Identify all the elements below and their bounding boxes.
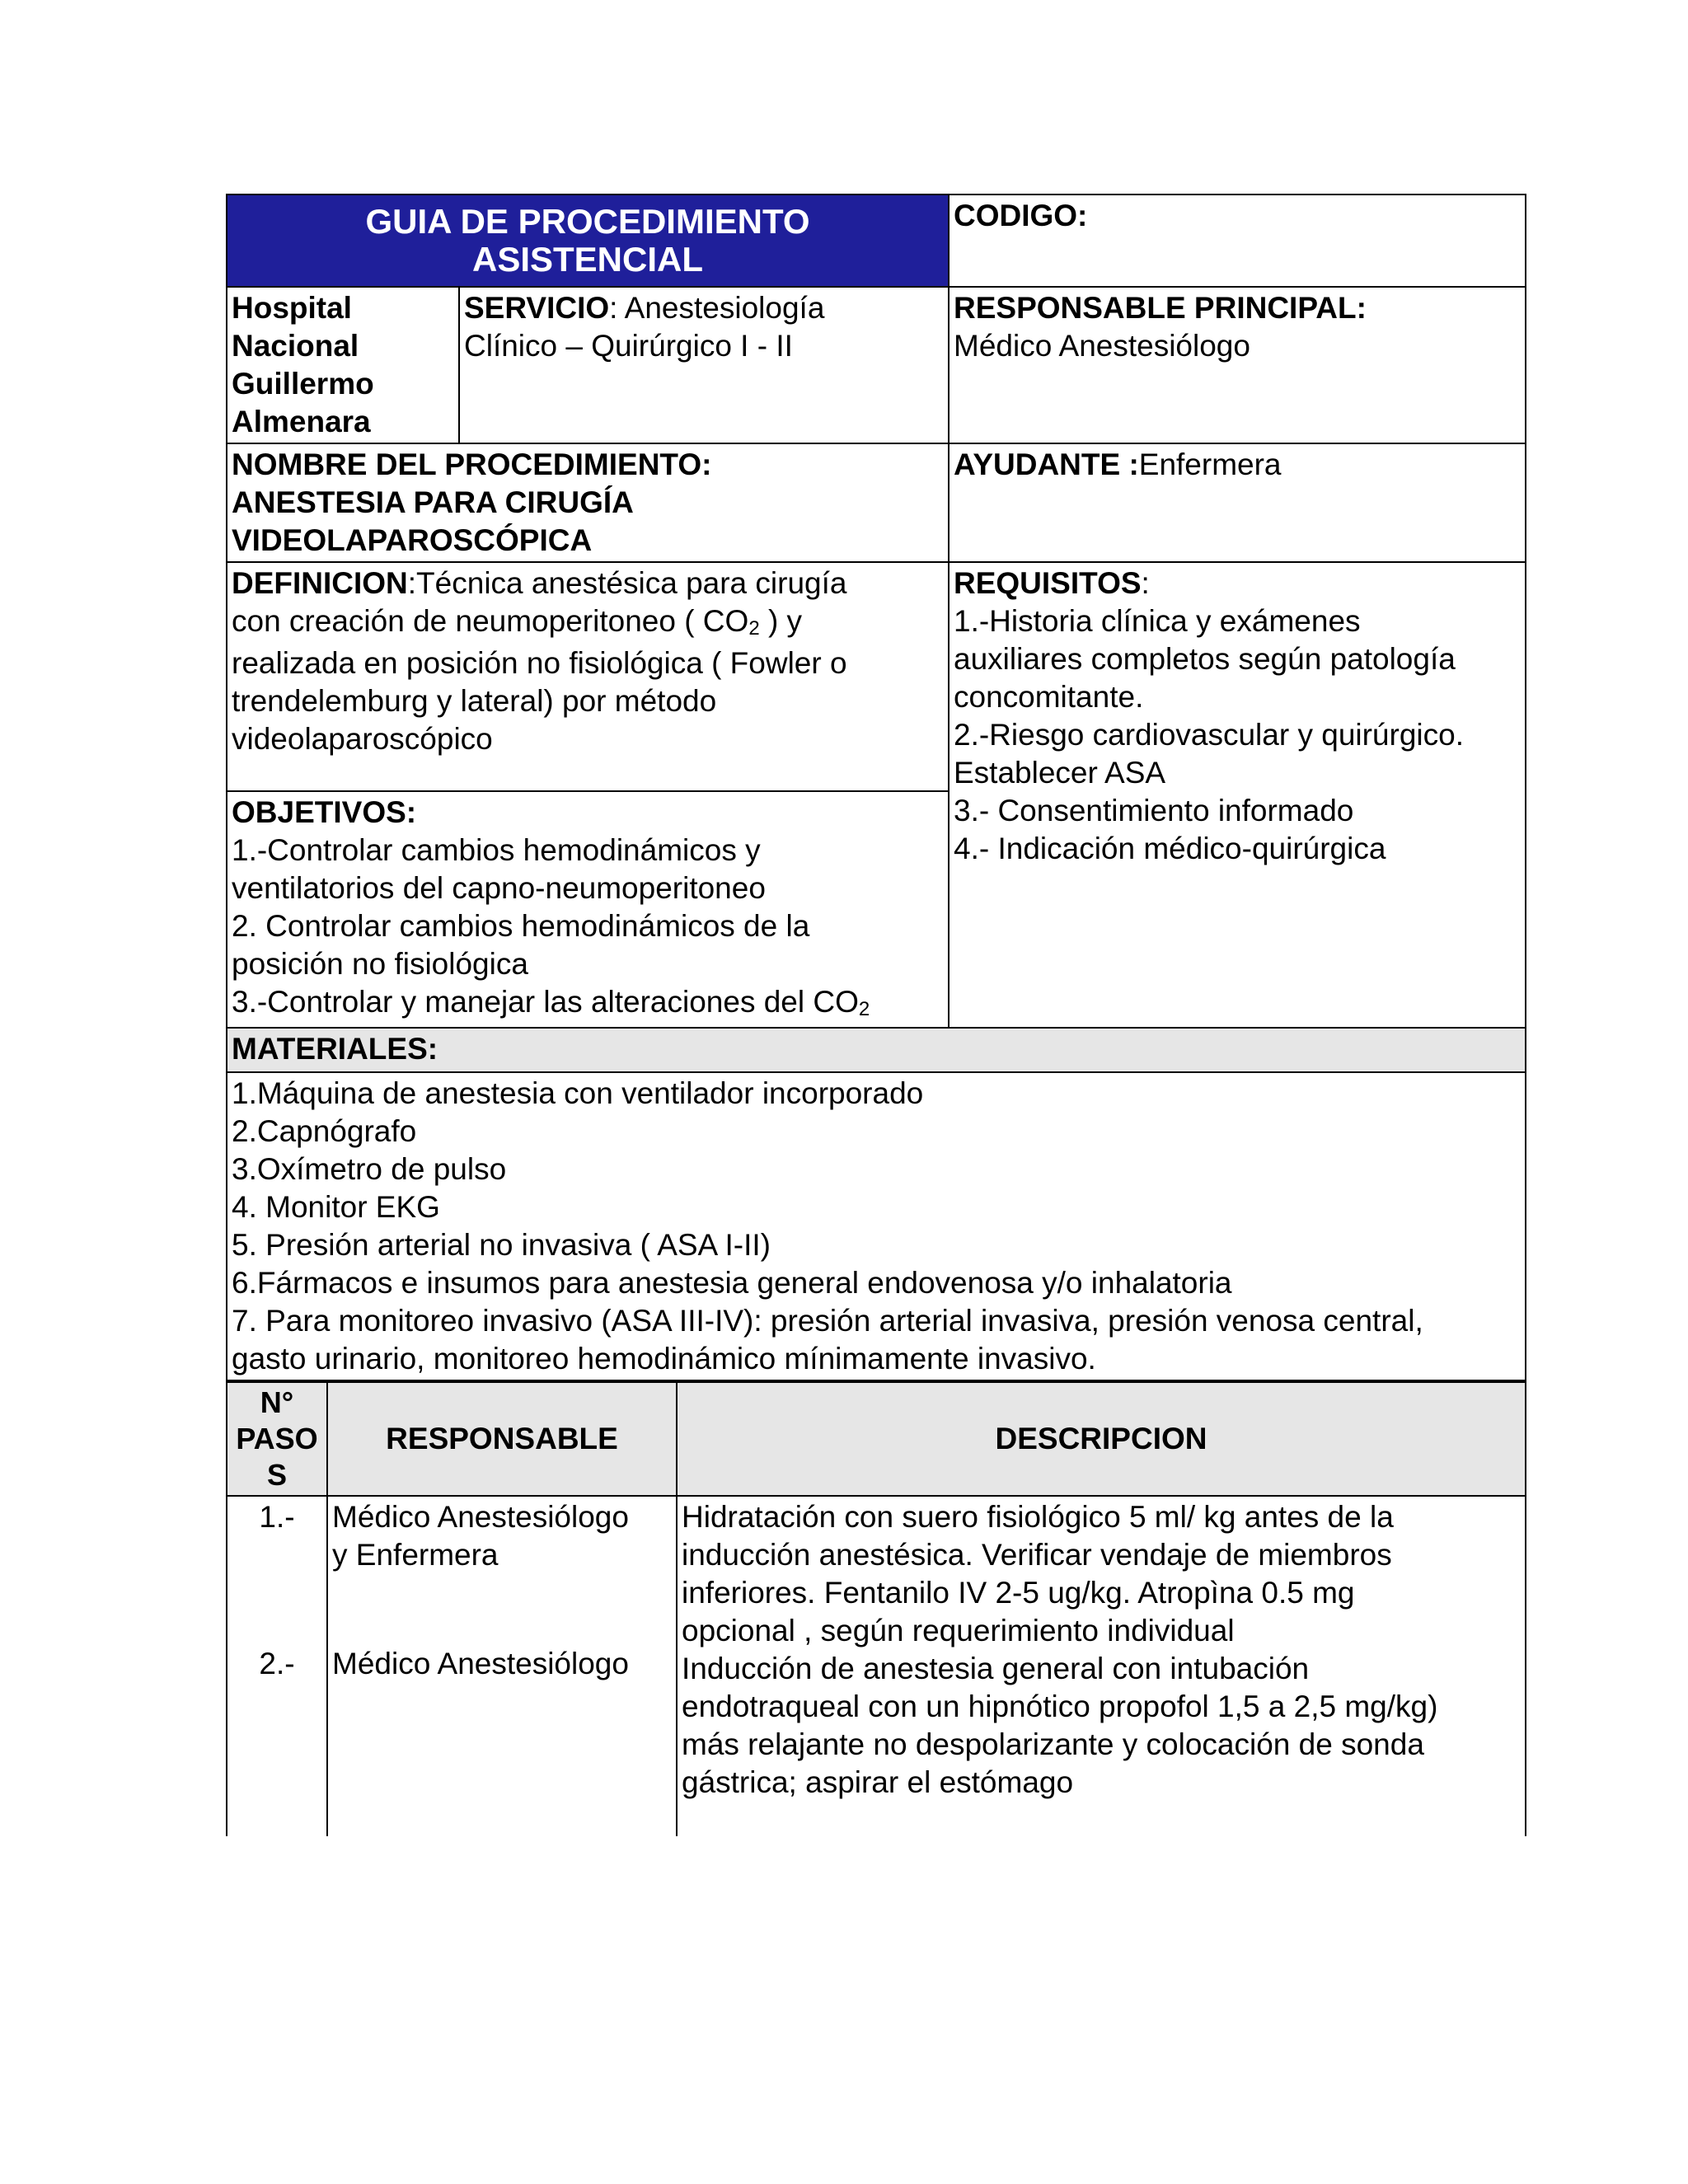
- responsable-principal-cell: [949, 287, 1526, 443]
- definicion-line: videolaparoscópico: [232, 722, 493, 756]
- materiales-label: MATERIALES:: [232, 1032, 438, 1066]
- responsable-principal-label: RESPONSABLE PRINCIPAL:: [954, 291, 1367, 325]
- step-descriptions: [677, 1496, 1526, 1836]
- objetivos-cell: [227, 791, 949, 1028]
- requisitos-line: auxiliares completos según patología: [954, 642, 1456, 676]
- step-number: 2.-: [259, 1647, 295, 1680]
- materiales-item: 1.Máquina de anestesia con ventilador incorporado: [232, 1076, 924, 1110]
- ayudante-label: AYUDANTE :: [954, 448, 1139, 481]
- materiales-item: 3.Oxímetro de pulso: [232, 1152, 507, 1186]
- procedimiento-name-line1: ANESTESIA PARA CIRUGÍA: [232, 485, 634, 519]
- requisitos-colon: :: [1141, 566, 1150, 600]
- objetivos-line: posición no fisiológica: [232, 947, 528, 981]
- guide-title-line2: ASISTENCIAL: [471, 240, 703, 279]
- steps-descripcion-header: DESCRIPCION: [677, 1382, 1526, 1496]
- definicion-line: con creación de neumoperitoneo ( CO: [232, 604, 749, 638]
- objetivos-line: 3.-Controlar y manejar las alteraciones del CO: [232, 985, 859, 1019]
- materiales-item: gasto urinario, monitoreo hemodinámico mínimamente invasivo.: [232, 1342, 1096, 1376]
- procedimiento-name-line2: VIDEOLAPAROSCÓPICA: [232, 523, 593, 557]
- institution-line: Nacional: [232, 329, 359, 363]
- requisitos-line: 2.-Riesgo cardiovascular y quirúrgico.: [954, 718, 1464, 752]
- requisitos-line: 1.-Historia clínica y exámenes: [954, 604, 1361, 638]
- requisitos-label: REQUISITOS: [954, 566, 1142, 600]
- step-description-line: gástrica; aspirar el estómago: [682, 1765, 1074, 1799]
- step-responsable: y Enfermera: [332, 1538, 499, 1572]
- step-description-line: opcional , según requerimiento individual: [682, 1614, 1235, 1647]
- materiales-list: [227, 1072, 1526, 1380]
- ayudante-value: Enfermera: [1138, 448, 1282, 481]
- requisitos-line: concomitante.: [954, 680, 1144, 714]
- codigo-label: CODIGO:: [954, 199, 1088, 232]
- steps-num-header-line: PASO: [236, 1422, 318, 1455]
- definicion-line: ) y: [759, 604, 803, 638]
- step-numbers: [227, 1496, 327, 1836]
- institution-line: Hospital: [232, 291, 352, 325]
- co2-subscript: 2: [858, 998, 870, 1020]
- objetivos-label: OBJETIVOS:: [232, 795, 417, 829]
- materiales-item: 7. Para monitoreo invasivo (ASA III-IV): presión arterial invasiva, presión venosa central,: [232, 1304, 1423, 1338]
- definicion-cell: [227, 562, 949, 791]
- requisitos-line: Establecer ASA: [954, 756, 1166, 790]
- materiales-item: 5. Presión arterial no invasiva ( ASA I-II): [232, 1228, 771, 1262]
- servicio-label: SERVICIO: [464, 291, 610, 325]
- table-row: [227, 1496, 1526, 1836]
- materiales-item: 4. Monitor EKG: [232, 1190, 440, 1224]
- step-number: 1.-: [259, 1500, 295, 1534]
- step-responsable: Médico Anestesiólogo: [332, 1647, 629, 1680]
- objetivos-line: 1.-Controlar cambios hemodinámicos y: [232, 833, 761, 867]
- requisitos-line: 3.- Consentimiento informado: [954, 794, 1354, 827]
- materiales-item: 2.Capnógrafo: [232, 1114, 417, 1148]
- requisitos-cell: [949, 562, 1526, 1028]
- step-responsables: [327, 1496, 677, 1836]
- institution-line: Almenara: [232, 405, 371, 438]
- definicion-line: :Técnica anestésica para cirugía: [407, 566, 847, 600]
- institution-cell: [227, 287, 459, 443]
- guide-title-line1: GUIA DE PROCEDIMIENTO: [365, 202, 810, 241]
- servicio-value-line1: : Anestesiología: [609, 291, 825, 325]
- materiales-header: [227, 1028, 1526, 1072]
- ayudante-cell: [949, 443, 1526, 562]
- procedure-guide-document: [226, 194, 1525, 1836]
- servicio-value-line2: Clínico – Quirúrgico I - II: [464, 329, 793, 363]
- definicion-line: realizada en posición no fisiológica ( Fowler o: [232, 646, 847, 680]
- step-description-line: Hidratación con suero fisiológico 5 ml/ kg antes de la: [682, 1500, 1394, 1534]
- co2-subscript: 2: [748, 617, 760, 640]
- procedimiento-label: NOMBRE DEL PROCEDIMIENTO:: [232, 448, 712, 481]
- definicion-label: DEFINICION: [232, 566, 408, 600]
- guide-header-table: [226, 194, 1526, 1381]
- steps-num-header-line: N°: [260, 1385, 294, 1419]
- objetivos-line: 2. Controlar cambios hemodinámicos de la: [232, 909, 810, 943]
- materiales-item: 6.Fármacos e insumos para anestesia general endovenosa y/o inhalatoria: [232, 1266, 1232, 1300]
- step-description-line: Inducción de anestesia general con intubación: [682, 1652, 1310, 1685]
- step-responsable: Médico Anestesiólogo: [332, 1500, 629, 1534]
- codigo-cell: [949, 194, 1526, 287]
- requisitos-line: 4.- Indicación médico-quirúrgica: [954, 832, 1386, 865]
- step-description-line: inducción anestésica. Verificar vendaje de miembros: [682, 1538, 1392, 1572]
- definicion-line: trendelemburg y lateral) por método: [232, 684, 717, 718]
- step-description-line: inferiores. Fentanilo IV 2-5 ug/kg. Atropìna 0.5 mg: [682, 1576, 1355, 1610]
- step-description-line: endotraqueal con un hipnótico propofol 1,5 a 2,5 mg/kg): [682, 1690, 1438, 1723]
- step-description-line: más relajante no despolarizante y colocación de sonda: [682, 1727, 1424, 1761]
- steps-num-header: [227, 1382, 327, 1496]
- steps-num-header-line: S: [266, 1458, 287, 1492]
- steps-table: [226, 1381, 1526, 1836]
- responsable-principal-value: Médico Anestesiólogo: [954, 329, 1250, 363]
- procedimiento-cell: [227, 443, 949, 562]
- institution-line: Guillermo: [232, 367, 374, 401]
- steps-header-row: [227, 1382, 1526, 1496]
- objetivos-line: ventilatorios del capno-neumoperitoneo: [232, 871, 766, 905]
- servicio-cell: [459, 287, 949, 443]
- steps-responsable-header: RESPONSABLE: [327, 1382, 677, 1496]
- guide-title: [227, 194, 949, 287]
